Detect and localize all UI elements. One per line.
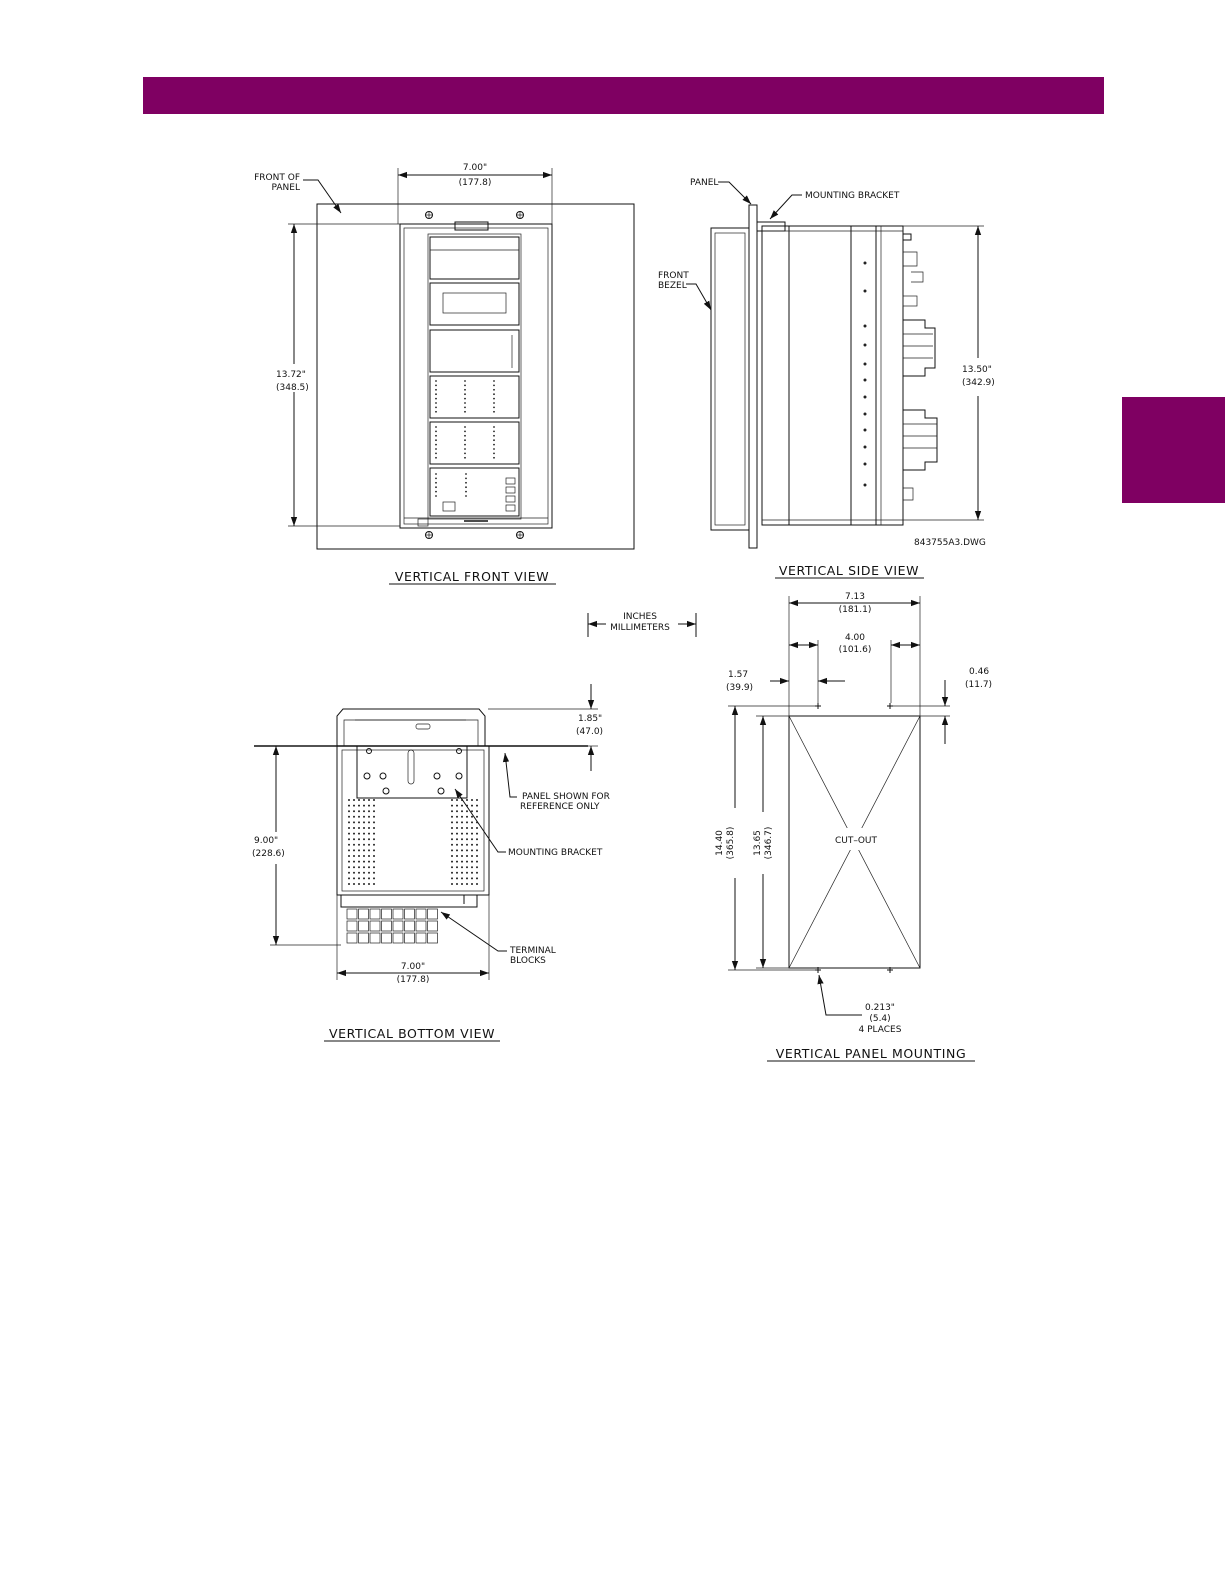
callout-terminal-blocks-1: TERMINAL	[510, 946, 556, 956]
rear-terminal-blocks	[903, 234, 937, 500]
side-height-mm: (342.9)	[962, 378, 995, 388]
panel-mounting	[715, 592, 992, 1061]
callout-panel-ref-2: REFERENCE ONLY	[520, 802, 600, 812]
bottom-front-depth-mm: (47.0)	[576, 727, 604, 737]
side-rivet-dots	[864, 262, 867, 487]
vent-hole-pattern	[348, 799, 478, 885]
top-offset-mm: (11.7)	[965, 680, 993, 690]
callout-front-of-panel-1: FRONT OF	[254, 173, 300, 183]
side-view	[658, 178, 995, 578]
callout-front-bezel-1: FRONT	[658, 271, 689, 281]
left-offset-in: 1.57	[728, 670, 749, 680]
hole-dia-mm: (5.4)	[869, 1014, 891, 1024]
hole-spacing-mm: (101.6)	[838, 645, 872, 655]
front-height-in: 13.72"	[276, 370, 306, 380]
mount-width-in: 7.13	[844, 592, 866, 602]
callout-bottom-mounting-bracket: MOUNTING BRACKET	[508, 848, 603, 858]
bottom-depth-mm: (228.6)	[252, 849, 285, 859]
panel-mounting-title: VERTICAL PANEL MOUNTING	[775, 1046, 967, 1061]
left-offset-mm: (39.9)	[726, 683, 754, 693]
side-view-title: VERTICAL SIDE VIEW	[778, 563, 920, 578]
overall-height-in: 14.40	[715, 830, 725, 856]
front-keys	[506, 478, 515, 511]
side-height-in: 13.50"	[962, 365, 992, 375]
units-inches: INCHES	[623, 612, 657, 622]
cutout-height-in: 13.65	[753, 830, 763, 856]
callout-panel-ref-1: PANEL SHOWN FOR	[522, 792, 610, 802]
drawing-number: 843755A3.DWG	[914, 538, 986, 548]
units-millimeters: MILLIMETERS	[610, 623, 670, 633]
bottom-width-mm: (177.8)	[396, 975, 430, 985]
bottom-depth-in: 9.00"	[254, 836, 279, 846]
mount-width-mm: (181.1)	[838, 605, 872, 615]
front-panel-screws	[426, 212, 525, 540]
callout-side-mounting-bracket: MOUNTING BRACKET	[805, 191, 900, 201]
bottom-front-depth-in: 1.85"	[578, 714, 603, 724]
callout-terminal-blocks-2: BLOCKS	[510, 956, 546, 966]
callout-front-bezel-2: BEZEL	[658, 281, 687, 291]
front-width-mm: (177.8)	[458, 178, 492, 188]
overall-height-mm: (365.8)	[726, 826, 736, 860]
front-view	[254, 163, 634, 584]
cutout-label: CUT–OUT	[834, 836, 878, 846]
cutout-height-mm: (346.7)	[764, 826, 774, 860]
terminal-blocks	[347, 909, 438, 943]
callout-panel: PANEL	[690, 178, 719, 188]
hole-count: 4 PLACES	[858, 1025, 902, 1035]
bottom-width-in: 7.00"	[400, 962, 426, 972]
bottom-view-title: VERTICAL BOTTOM VIEW	[328, 1026, 496, 1041]
top-offset-in: 0.46	[969, 667, 990, 677]
callout-front-of-panel-2: PANEL	[271, 183, 300, 193]
hole-dia-in: 0.213"	[865, 1003, 895, 1013]
front-height-mm: (348.5)	[276, 383, 309, 393]
bracket-screws	[364, 749, 462, 795]
units-legend	[588, 612, 696, 637]
front-width-in: 7.00"	[462, 163, 488, 173]
front-led-columns	[435, 380, 495, 497]
hole-spacing-in: 4.00	[844, 633, 866, 643]
front-view-title: VERTICAL FRONT VIEW	[394, 569, 550, 584]
bottom-view	[252, 684, 610, 1041]
